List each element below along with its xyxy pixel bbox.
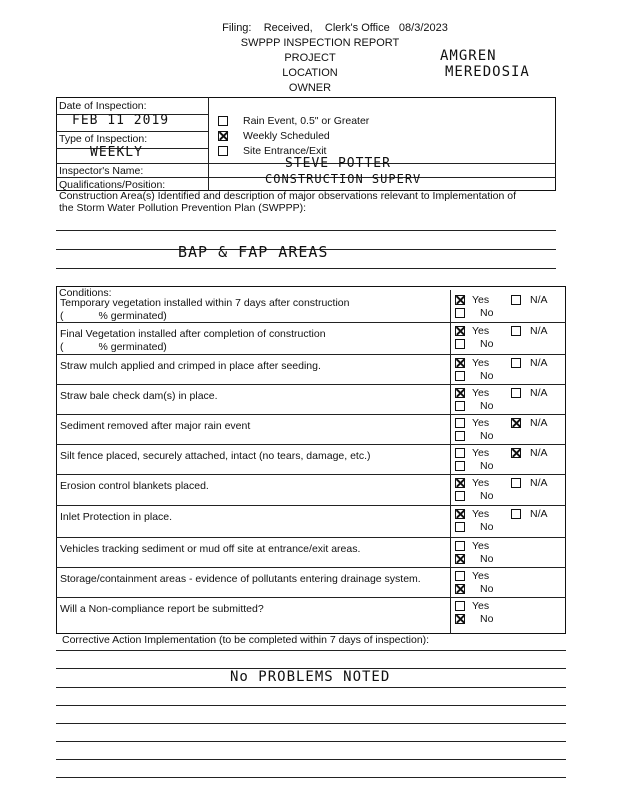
condition-na-label: N/A [530,447,548,459]
condition-yes-label: Yes [472,600,490,612]
condition-no-label: No [480,338,494,350]
project-label: PROJECT [284,52,336,64]
condition-na-label: N/A [530,508,548,520]
condition-yes-checkbox[interactable] [455,358,465,368]
weekly-scheduled-checkbox[interactable] [218,131,228,141]
condition-na-checkbox[interactable] [511,358,521,368]
owner-label: OWNER [288,82,332,94]
condition-na-label: N/A [530,294,548,306]
weekly-scheduled-label: Weekly Scheduled [243,130,330,142]
condition-text: Vehicles tracking sediment or mud off site at entrance/exit areas. [60,543,361,555]
condition-yes-checkbox[interactable] [455,541,465,551]
condition-yes-checkbox[interactable] [455,571,465,581]
condition-text: Straw mulch applied and crimped in place after seeding. [60,360,321,372]
qualifications-label: Qualifications/Position: [59,179,166,191]
condition-na-checkbox[interactable] [511,509,521,519]
condition-no-label: No [480,460,494,472]
condition-germinated: ( % germinated) [60,310,167,322]
condition-yes-label: Yes [472,357,490,369]
condition-no-label: No [480,400,494,412]
condition-yes-checkbox[interactable] [455,418,465,428]
condition-yes-checkbox[interactable] [455,509,465,519]
handwritten-date: FEB 11 2019 [72,113,170,128]
condition-text: Temporary vegetation installed within 7 days after construction [60,297,350,309]
condition-yes-checkbox[interactable] [455,326,465,336]
filing-date: 08/3/2023 [398,22,448,34]
condition-no-label: No [480,430,494,442]
condition-text: Erosion control blankets placed. [60,480,209,492]
areas-heading: Construction Area(s) Identified and description of major observations relevant to Implementation of the Storm Water Pollution Prevention Plan (SWPPP): [59,190,516,214]
condition-yes-checkbox[interactable] [455,448,465,458]
condition-text: Final Vegetation installed after completion of construction [60,328,326,340]
condition-na-checkbox[interactable] [511,388,521,398]
condition-yes-label: Yes [472,508,490,520]
condition-yes-checkbox[interactable] [455,388,465,398]
condition-no-checkbox[interactable] [455,491,465,501]
condition-yes-label: Yes [472,325,490,337]
site-entrance-label: Site Entrance/Exit [243,145,327,157]
handwritten-qualifications: CONSTRUCTION SUPERV [265,172,422,186]
condition-yes-checkbox[interactable] [455,601,465,611]
condition-yes-label: Yes [472,570,490,582]
report-title: SWPPP INSPECTION REPORT [240,37,400,49]
rain-event-label: Rain Event, 0.5" or Greater [243,115,370,127]
handwritten-areas: BAP & FAP AREAS [178,243,329,261]
condition-no-checkbox[interactable] [455,461,465,471]
filing-status: Received, [263,22,313,34]
filing-label: Filing: [222,22,252,34]
condition-no-label: No [480,490,494,502]
condition-no-label: No [480,553,494,565]
handwritten-inspector: STEVE POTTER [285,156,391,171]
location-label: LOCATION [282,67,338,79]
condition-text: Silt fence placed, securely attached, intact (no tears, damage, etc.) [60,450,371,462]
condition-yes-checkbox[interactable] [455,478,465,488]
condition-na-checkbox[interactable] [511,326,521,336]
condition-na-checkbox[interactable] [511,478,521,488]
condition-yes-checkbox[interactable] [455,295,465,305]
condition-na-checkbox[interactable] [511,295,521,305]
condition-na-label: N/A [530,325,548,337]
inspector-label: Inspector's Name: [59,165,144,177]
condition-yes-label: Yes [472,477,490,489]
condition-no-checkbox[interactable] [455,522,465,532]
handwritten-location: MEREDOSIA [445,64,530,80]
conditions-heading: Conditions: [59,287,112,299]
condition-na-checkbox[interactable] [511,448,521,458]
condition-na-label: N/A [530,387,548,399]
corrective-heading: Corrective Action Implementation (to be completed within 7 days of inspection): [62,634,430,646]
condition-no-label: No [480,370,494,382]
condition-no-checkbox[interactable] [455,614,465,624]
condition-yes-label: Yes [472,540,490,552]
condition-no-label: No [480,583,494,595]
condition-no-label: No [480,307,494,319]
date-label: Date of Inspection: [59,100,147,112]
condition-na-label: N/A [530,477,548,489]
handwritten-corrective: No PROBLEMS NOTED [230,669,391,685]
condition-na-label: N/A [530,357,548,369]
condition-no-label: No [480,613,494,625]
site-entrance-checkbox[interactable] [218,146,228,156]
handwritten-type: WEEKLY [90,145,143,160]
condition-text: Straw bale check dam(s) in place. [60,390,218,402]
filing-stamp [200,22,470,35]
condition-no-checkbox[interactable] [455,401,465,411]
condition-no-checkbox[interactable] [455,339,465,349]
condition-no-label: No [480,521,494,533]
filing-office: Clerk's Office [324,22,390,34]
condition-no-checkbox[interactable] [455,431,465,441]
condition-yes-label: Yes [472,294,490,306]
condition-no-checkbox[interactable] [455,308,465,318]
condition-no-checkbox[interactable] [455,584,465,594]
condition-germinated: ( % germinated) [60,341,167,353]
condition-text: Storage/containment areas - evidence of pollutants entering drainage system. [60,573,421,585]
condition-na-label: N/A [530,417,548,429]
condition-yes-label: Yes [472,417,490,429]
type-label: Type of Inspection: [59,133,148,145]
handwritten-project: AMGREN [440,48,497,64]
condition-yes-label: Yes [472,447,490,459]
condition-text: Inlet Protection in place. [60,511,173,523]
condition-text: Will a Non-compliance report be submitted? [60,603,264,615]
condition-text: Sediment removed after major rain event [60,420,251,432]
rain-event-checkbox[interactable] [218,116,228,126]
condition-na-checkbox[interactable] [511,418,521,428]
condition-no-checkbox[interactable] [455,554,465,564]
condition-yes-label: Yes [472,387,490,399]
condition-no-checkbox[interactable] [455,371,465,381]
